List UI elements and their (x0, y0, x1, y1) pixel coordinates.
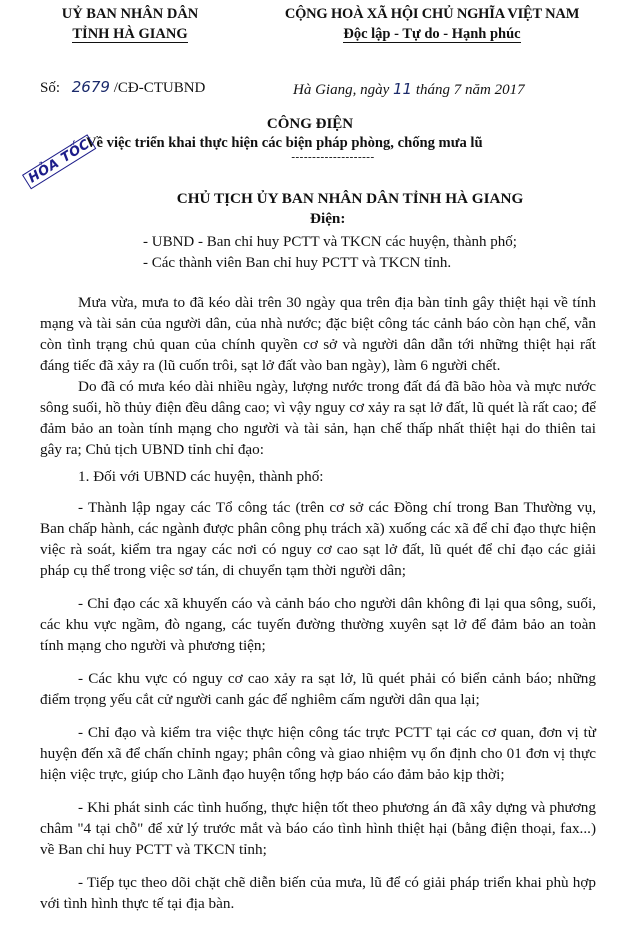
doc-number-label: Số: (40, 80, 61, 96)
issuer-line-2: TỈNH HÀ GIANG (72, 26, 188, 42)
date-suffix: tháng 7 năm 2017 (415, 82, 525, 98)
recipient-item: - UBND - Ban chỉ huy PCTT và TKCN các huyện, thành phố; (143, 234, 517, 250)
doc-number (40, 78, 205, 97)
sender-line: CHỦ TỊCH ỦY BAN NHÂN DÂN TỈNH HÀ GIANG (176, 190, 524, 207)
body-text (40, 292, 596, 920)
doc-date (293, 80, 525, 99)
issuer-line-1: UỶ BAN NHÂN DÂN (61, 6, 199, 22)
national-motto: Độc lập - Tự do - Hạnh phúc (343, 26, 521, 42)
body-paragraph: Do đã có mưa kéo dài nhiều ngày, lượng nước trong đất đá đã bão hòa và mực nước sông suối, hồ thủy điện đều dâng cao; vì vậy nguy cơ xảy ra sạt lở đất, lũ quét là rất cao; để đảm bảo an toàn tính mạng cho người và tài sản, hạn chế thấp nhất thiệt hại do thiên tai gây ra; Chủ tịch UBND tỉnh chỉ đạo: (40, 378, 596, 458)
section-heading: 1. Đối với UBND các huyện, thành phố: (78, 468, 324, 485)
dien-label: Điện: (310, 210, 346, 227)
urgent-stamp: HỎA TỐC (22, 134, 97, 189)
national-motto-block (248, 4, 616, 44)
national-title: CỘNG HOÀ XÃ HỘI CHỦ NGHĨA VIỆT NAM (284, 6, 580, 22)
doc-number-handwritten: 2679 (71, 78, 110, 96)
body-paragraph: - Thành lập ngay các Tổ công tác (trên cơ sở các Đồng chí trong Ban Thường vụ, Ban chấp hành, các ngành được phân công phụ trách xã) xuống các xã để chỉ đạo thực hiện việc rà soát, kiểm tra ngay các nơi có nguy cơ cao sạt lở đất, lũ quét để chỉ đạo các giải pháp cụ thể trong việc sơ tán, di chuyển tạm thời người dân; (40, 499, 596, 579)
body-paragraph: - Khi phát sinh các tình huống, thực hiện tốt theo phương án đã xây dựng và phương châm "4 tại chỗ" để xử lý trước mắt và báo cáo tình hình thiệt hại (bằng điện thoại, fax...) về Ban chỉ huy PCTT và TKCN tỉnh; (40, 799, 596, 858)
body-paragraph: - Chỉ đạo và kiểm tra việc thực hiện công tác trực PCTT tại các cơ quan, đơn vị từ huyện đến xã để chấn chỉnh ngay; phân công và giao nhiệm vụ ổn định cho 01 đơn vị thực hiện việc trực, giúp cho Lãnh đạo huyện tổng hợp báo cáo đảm bảo kịp thời; (40, 724, 596, 783)
doc-number-suffix: /CĐ-CTUBND (113, 80, 206, 96)
recipient-list (143, 232, 517, 274)
date-day-handwritten: 11 (393, 80, 413, 98)
body-paragraph: - Các khu vực có nguy cơ cao xảy ra sạt lở, lũ quét phải có biển cảnh báo; những điểm trọng yếu cắt cử người canh gác để nghiêm cấm người dân qua lại; (40, 670, 596, 708)
doc-type: CÔNG ĐIỆN (266, 116, 354, 132)
doc-subject: Về việc triển khai thực hiện các biện pháp phòng, chống mưa lũ (86, 135, 483, 151)
title-dashes: -------------------- (291, 151, 375, 163)
body-paragraph: Mưa vừa, mưa to đã kéo dài trên 30 ngày qua trên địa bàn tỉnh gây thiệt hại về tính mạng và tài sản của người dân, của nhà nước; đặc biệt công tác cảnh báo còn hạn chế, vẫn còn tình trạng chủ quan của chính quyền cơ sở và người dân dẫn tới những thiệt hại rất đáng tiếc đã xảy ra (lũ cuốn trôi, sạt lở đất vào ban ngày), làm 6 người chết. (40, 294, 596, 374)
issuer-block (30, 4, 230, 44)
date-prefix: Hà Giang, ngày (293, 82, 390, 98)
body-paragraph: - Tiếp tục theo dõi chặt chẽ diễn biến của mưa, lũ để có giải pháp triển khai phù hợp với tình hình thực tế tại địa bàn. (40, 874, 596, 912)
body-paragraph: - Chỉ đạo các xã khuyến cáo và cảnh báo cho người dân không đi lại qua sông, suối, các khu vực ngầm, đò ngang, các tuyến đường thường xuyên sạt lở để đảm bảo an toàn tính mạng cho người và phương tiện; (40, 595, 596, 654)
recipient-item: - Các thành viên Ban chỉ huy PCTT và TKCN tỉnh. (143, 255, 452, 271)
